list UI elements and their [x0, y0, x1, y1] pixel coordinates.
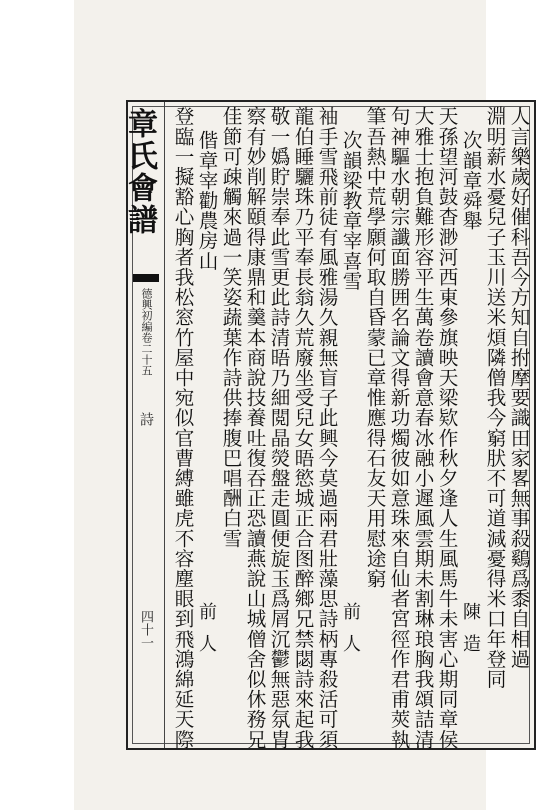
- text-column: 筆吾熱中荒學願何取自昏蒙已章惟應得石友天用慰途窮: [363, 106, 386, 589]
- book-page: [74, 0, 530, 810]
- text-column: 察有妙削解頤得康鼎和羹本商說技養吐復吞正恐讀燕說山城僧舍似休務兄: [243, 106, 266, 750]
- print-frame: [122, 100, 536, 750]
- text-area: [168, 102, 534, 748]
- text-column: 登臨一擬豁心胸者我松窓竹屋中宛似官曹縛雖虎不容塵眼到飛鴻綿延天際: [171, 106, 194, 750]
- text-column: 袖手雪飛前徒有風雅湯久親無盲子此興今莫過兩君壯藻思詩柄專殺活可須: [315, 106, 338, 750]
- text-column: 大雅士抱負難形容平生萬卷讀會意春冰融小遲風雲期未割琳琅胸我頌詰清: [411, 106, 434, 750]
- poem-title: 次韻章舜舉: [459, 130, 482, 231]
- poem-title: 偕章宰勸農房山: [195, 130, 218, 271]
- poem-title: 次韻梁教章宰喜雪: [339, 130, 362, 291]
- text-column: 天孫望河鼓杳渺河西東參旗映天梁欵作秋夕逢人生風馬牛未害心期同章侯: [435, 106, 458, 750]
- text-column: 句神驅水朝宗讖面勝囲名論文得新功燭彼如意珠來自仙者宮徑作君甫莢執: [387, 106, 410, 750]
- author-label: 前人: [340, 602, 361, 666]
- category-label: 詩: [138, 412, 154, 426]
- text-column: 佳節可疎觸來過一笑姿蔬葉作詩供捧腹巴唱酬白雪: [219, 106, 242, 549]
- text-column: 龍伯睡驪珠乃平奉長翁久荒廢坐受兒女晤慾城正合图醉鄉兄禁閟詩來起我: [291, 106, 314, 750]
- author-label: 前人: [196, 602, 217, 666]
- author-label: 陳造: [460, 602, 481, 666]
- text-column: 敬一嬀貯崇奉此雪更此詩清晤乃細閲晶熒盤走圓便旋玉爲屑沉鬱無惡氛胄: [267, 106, 290, 750]
- volume-label: 德興初編卷二十五: [140, 288, 153, 376]
- page-number: 四十一: [138, 610, 153, 649]
- fish-tail-mark: [133, 274, 159, 282]
- title-band: [122, 102, 165, 748]
- text-column: 人言樂歲好催科吾今方知自拊摩要識田家畧無事殺鷄爲黍自相過: [507, 106, 530, 669]
- book-title: 章氏會譜: [122, 108, 157, 236]
- text-column: 淵明薪水憂兒子玉川送米煩隣僧我今窮肰不可道減憂得米口年登同: [483, 106, 506, 689]
